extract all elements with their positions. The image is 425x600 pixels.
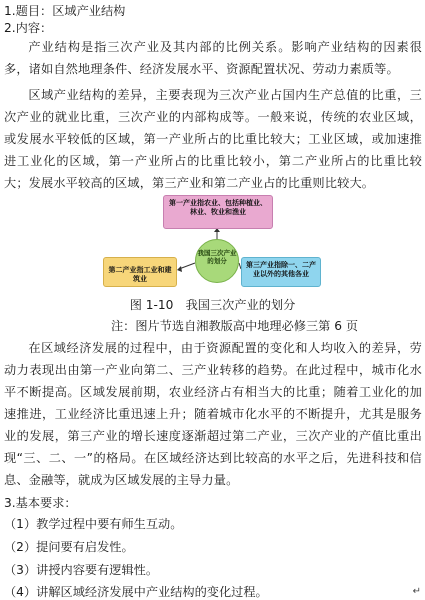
paragraph-mark: ↵ — [412, 586, 421, 597]
requirement-item: （1）教学过程中要有师生互动。 — [4, 517, 183, 531]
arrow-to-secondary — [179, 263, 195, 269]
requirement-item: （3）讲授内容要有逻辑性。 — [4, 563, 159, 577]
figure-caption: 图 1-10 我国三次产业的划分 — [129, 298, 296, 312]
three-industries-figure — [97, 193, 332, 291]
requirement-item: （2）提问要有启发性。 — [4, 540, 134, 554]
secondary-industry-box: 第二产业指工业和建筑业 — [103, 257, 177, 287]
arrow-head-secondary — [177, 266, 182, 272]
requirement-item: （4）讲解区域经济发展中产业结构的变化过程。 — [4, 585, 268, 599]
paragraph-development-process: 在区域经济发展的过程中，由于资源配置的变化和人均收入的差异，劳动力表现出由第一产业向第二、三产业转移的趋势。在此过程中，城市化水平不断提高。区域发展前期，农业经济占有相当大的比重；随着工业化的加速推进，工业经济比重迅速上升；随着城市化水平的不断提升，尤其是服务业的发展，第三产业的增长速度逐渐超过第二产业，三次产业的产值比重出现“三、二、一”的格局。在区域经济达到比较高的水平之后，先进科技和信息、金融等，就成为区域发展的主导力量。 — [4, 341, 422, 487]
center-circle: 我国三次产业的划分 — [195, 239, 239, 283]
content-label: 2.内容： — [4, 21, 53, 35]
paragraph-regional-differences: 区域产业结构的差异，主要表现为三次产业占国内生产总值的比重，三次产业的就业比重，三次产业的内部构成等。一般来说，传统的农业区域，或发展水平较低的区域，第一产业所占的比重比较大；工业区域，或加速推进工业化的区域，第一产业所占的比重比较小，第二产业所占的比重比较大；发展水平较高的区域，第三产业和第二产业占的比重则比较大。 — [4, 88, 422, 190]
requirements-label: 3.基本要求： — [4, 496, 77, 510]
figure-note: 注：图片节选自湘教版高中地理必修三第 6 页 — [110, 319, 359, 333]
paragraph-industrial-structure: 产业结构是指三次产业及其内部的比例关系。影响产业结构的因素很多，诸如自然地理条件、经济发展水平、资源配置状况、劳动力素质等。 — [4, 40, 422, 76]
document-title: 1.题目：区域产业结构 — [4, 4, 126, 18]
primary-industry-box: 第一产业指农业、包括种植业、林业、牧业和渔业 — [163, 195, 273, 229]
tertiary-industry-box: 第三产业指除一、二产业以外的其他各业 — [241, 257, 321, 287]
